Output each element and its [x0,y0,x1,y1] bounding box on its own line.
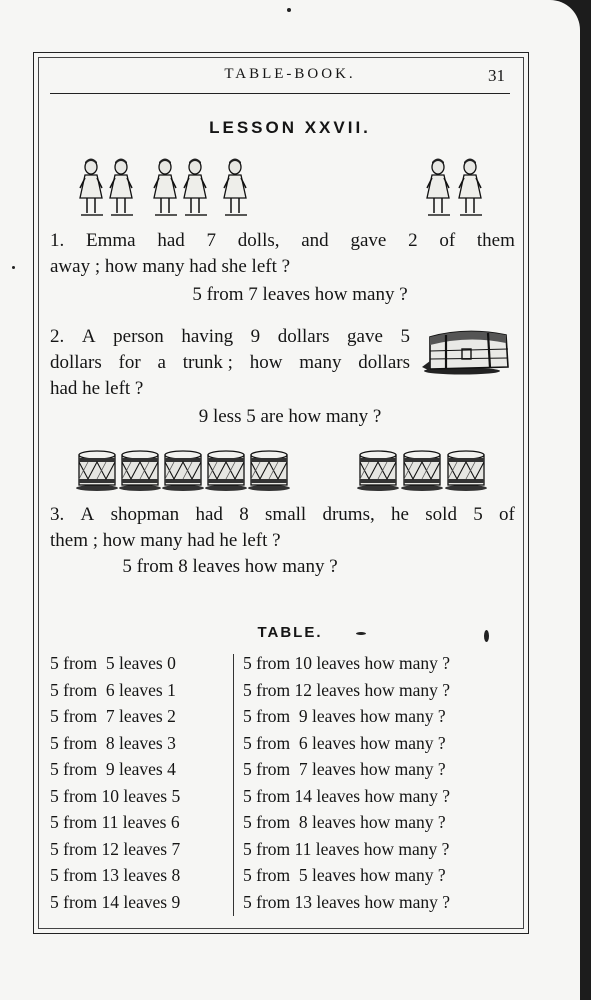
problem-1-word: gave [350,230,387,251]
table-left-column [50,650,180,915]
problem-1-word: Emma [86,230,136,251]
problem-2-word: dollars [50,352,102,373]
table-left-row: 5 from 11 leaves 6 [50,812,180,832]
doll-icon [110,159,133,216]
table-right-row: 5 from 6 leaves how many ? [243,732,446,753]
drum-icon [357,451,399,491]
drum-icon [445,451,487,491]
problem-2-word: person [113,326,164,347]
trunk-icon [418,327,514,375]
table-column-divider [233,654,234,916]
ink-speck [484,630,489,642]
table-right-row: 5 from 9 leaves how many ? [243,706,446,726]
ink-speck [287,8,291,12]
table-left-row: 5 from 7 leaves 2 [50,706,176,726]
table-left-row: 5 from 5 leaves 0 [50,653,176,673]
problem-3 [50,502,515,554]
problem-3-word: drums, [322,504,375,525]
problem-2-line-1 [50,324,410,350]
problem-2-word: 5 [400,326,410,347]
problem-2-word: dollars [358,352,410,373]
table-right-row: 5 from 8 leaves how many ? [243,812,446,832]
problem-1-line-2: away ; how many had she left ? [50,256,291,277]
table-left-row: 5 from 14 leaves 9 [50,891,181,912]
doll-icon [154,159,177,216]
problem-3-word: he [391,504,409,525]
table-right-row: 5 from 12 leaves how many ? [243,679,451,700]
problem-2-word: trunk ; [182,352,233,373]
table-right-row: 5 from 11 leaves how many ? [243,838,450,859]
drum-icon [76,451,118,491]
doll-icon [224,159,247,216]
problem-3-word: sold [425,504,457,525]
doll-icon [184,159,207,216]
doll-icon [459,159,482,216]
header-rule [50,93,510,94]
table-right-row: 5 from 7 leaves how many ? [243,759,446,779]
table-left-row: 5 from 12 leaves 7 [50,838,181,859]
problem-3-question: 5 from 8 leaves how many ? [122,556,338,577]
problem-2-question: 9 less 5 are how many ? [198,406,382,427]
table-right-row: 5 from 13 leaves how many ? [243,891,451,912]
problem-1-word: 7 [206,230,217,251]
problem-3-word: small [265,504,307,525]
lesson-title: LESSON XXVII. [209,118,371,137]
problem-3-word: had [195,504,223,525]
problem-2-line-3: had he left ? [50,378,144,399]
problem-2-word: having [181,326,234,347]
table-left-row: 5 from 10 leaves 5 [50,785,181,806]
page-number: 31 [488,66,505,85]
problem-3-word: of [499,504,515,525]
problem-1-word: 2 [408,230,418,251]
problem-3-word: 8 [239,504,249,525]
problem-3-word: A [80,504,95,525]
table-right-row: 5 from 10 leaves how many ? [243,653,451,673]
table-left-row: 5 from 8 leaves 3 [50,732,176,753]
problem-2-word: many [299,352,342,373]
doll-icon [80,159,103,216]
problem-1 [50,228,515,280]
problem-1-question: 5 from 7 leaves how many ? [192,284,408,305]
problem-2-word: how [249,352,283,373]
problem-3-line-1 [50,502,515,528]
table-title: TABLE. [257,624,323,641]
problem-1-word: them [476,230,515,251]
doll-icon [427,159,450,216]
problem-2-word: gave [347,326,383,347]
drum-icon [401,451,443,491]
problem-2-word: 9 [250,326,261,347]
problem-1-word: dolls, [237,230,280,251]
ink-speck [12,266,15,269]
drum-icon [205,451,247,491]
drums-illustration [74,448,500,496]
drum-icon [248,451,290,491]
table-left-row: 5 from 6 leaves 1 [50,679,176,700]
table-left-row: 5 from 13 leaves 8 [50,865,181,885]
problem-2-word: dollars [277,326,330,347]
problem-1-word: 1. [50,230,65,251]
drum-icon [119,451,161,491]
ink-speck [356,632,366,635]
problem-1-line-1 [50,228,515,254]
problem-3-word: 5 [473,504,483,525]
problem-3-word: 3. [50,504,65,525]
table-right-row: 5 from 5 leaves how many ? [243,865,446,885]
drum-icon [162,451,204,491]
problem-2-word: A [81,326,96,347]
table-right-column [243,650,450,915]
problem-2-word: 2. [50,326,65,347]
problem-2-word: for [118,352,141,373]
problem-2 [50,324,410,402]
running-header: TABLE-BOOK. [224,66,356,82]
problem-2-line-2 [50,350,410,376]
problem-1-word: of [439,230,456,251]
problem-2-word: a [157,352,166,373]
dolls-illustration [75,158,495,220]
problem-1-word: had [157,230,185,251]
table-left-row: 5 from 9 leaves 4 [50,759,176,779]
problem-3-line-2: them ; how many had he left ? [50,530,281,551]
problem-3-word: shopman [110,504,180,525]
problem-1-word: and [301,230,329,251]
table-right-row: 5 from 14 leaves how many ? [243,785,451,806]
